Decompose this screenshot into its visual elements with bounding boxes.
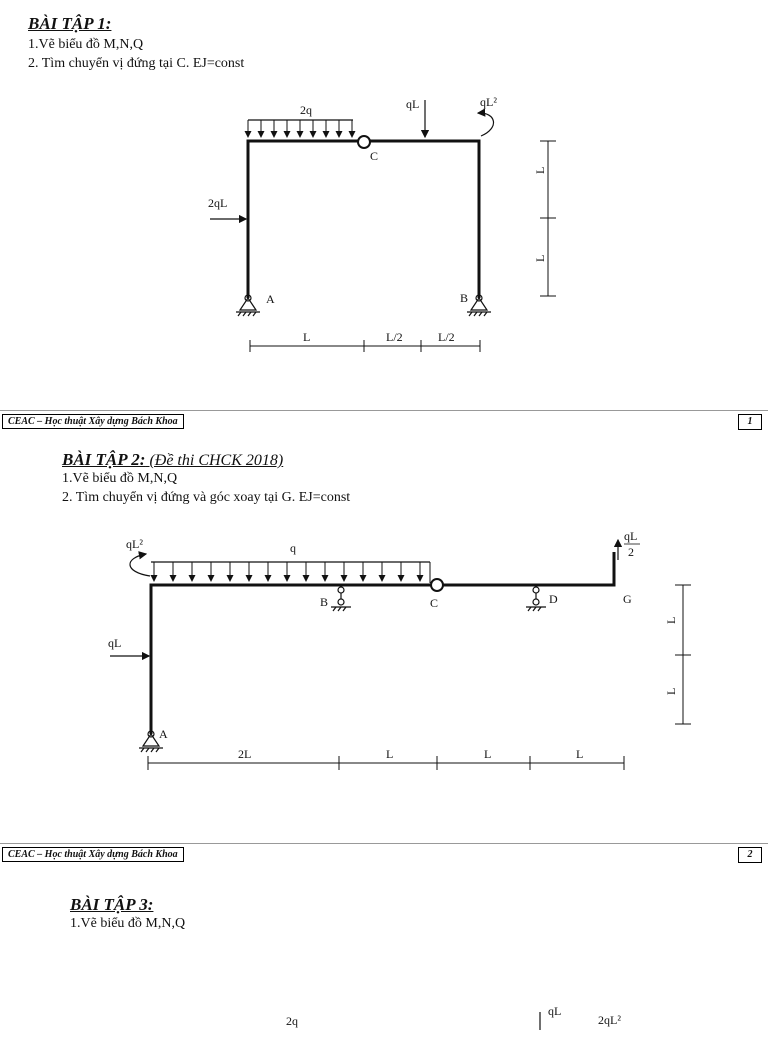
ex3-label-moment: 2qL² bbox=[598, 1013, 621, 1027]
ex2-label-side: qL bbox=[108, 636, 122, 650]
ex2-tip-num: qL bbox=[624, 529, 638, 543]
ex1-label-a: A bbox=[266, 292, 275, 306]
ex2-hdim-4: L bbox=[576, 747, 584, 761]
footer-org: CEAC – Học thuật Xây dựng Bách Khoa bbox=[2, 414, 184, 429]
ex2-hdim-2: L bbox=[386, 747, 394, 761]
ex1-support-a bbox=[236, 295, 260, 316]
ex2-vertical-dimension bbox=[675, 585, 691, 724]
ex1-distributed-load bbox=[248, 120, 353, 137]
ex1-label-side: 2qL bbox=[208, 196, 228, 210]
ex2-support-d bbox=[526, 587, 546, 611]
ex1-support-b bbox=[467, 295, 491, 316]
ex2-distributed-load bbox=[151, 562, 430, 583]
ex2-label-a: A bbox=[159, 727, 168, 741]
ex1-moment bbox=[478, 113, 493, 136]
ex3-diagram-partial bbox=[0, 1000, 768, 1040]
ex2-hdim-1: 2L bbox=[238, 747, 252, 761]
page-number: 1 bbox=[738, 414, 762, 430]
ex2-task-2: 2. Tìm chuyển vị đứng và góc xoay tại G. EJ=const bbox=[62, 490, 351, 505]
ex1-label-moment: qL² bbox=[480, 95, 497, 109]
footer-page-2 bbox=[0, 843, 768, 866]
page-number: 2 bbox=[738, 847, 762, 863]
ex1-hdim-1: L bbox=[303, 330, 311, 344]
ex2-label-d: D bbox=[549, 592, 558, 606]
footer-org: CEAC – Học thuật Xây dựng Bách Khoa bbox=[2, 847, 184, 862]
ex2-subtitle: (Đề thi CHCK 2018) bbox=[145, 452, 284, 469]
ex2-vdim-1: L bbox=[664, 616, 678, 624]
footer-page-1 bbox=[0, 410, 768, 433]
ex1-vdim-1: L bbox=[533, 166, 547, 174]
ex2-label-c: C bbox=[430, 596, 439, 610]
ex1-title: BÀI TẬP 1: bbox=[28, 14, 112, 33]
ex1-vertical-dimension bbox=[540, 141, 556, 296]
ex2-moment bbox=[130, 554, 150, 576]
ex1-hdim-3: L/2 bbox=[438, 330, 455, 344]
ex2-diagram bbox=[0, 520, 768, 840]
ex1-frame bbox=[248, 141, 479, 298]
ex1-vdim-2: L bbox=[533, 254, 547, 262]
ex1-hdim-2: L/2 bbox=[386, 330, 403, 344]
ex1-task-1: 1.Vẽ biểu đồ M,N,Q bbox=[28, 37, 144, 52]
ex2-heading bbox=[62, 450, 283, 470]
ex2-task-1: 1.Vẽ biểu đồ M,N,Q bbox=[62, 471, 178, 486]
ex2-label-b: B bbox=[320, 595, 329, 609]
ex1-label-point: qL bbox=[406, 97, 420, 111]
ex2-hinge-c bbox=[431, 579, 443, 591]
ex2-tip-den: 2 bbox=[628, 545, 634, 559]
ex1-task-2: 2. Tìm chuyển vị đứng tại C. EJ=const bbox=[28, 56, 245, 71]
ex3-label-dist: 2q bbox=[286, 1014, 298, 1028]
ex1-hinge-c bbox=[358, 136, 370, 148]
ex2-title: BÀI TẬP 2: bbox=[62, 450, 146, 469]
ex3-task-1: 1.Vẽ biểu đồ M,N,Q bbox=[70, 916, 186, 931]
ex2-support-b bbox=[331, 587, 351, 611]
ex1-label-b: B bbox=[460, 291, 469, 305]
ex1-label-c: C bbox=[370, 149, 379, 163]
ex3-label-point: qL bbox=[548, 1004, 562, 1018]
ex2-label-moment: qL² bbox=[126, 537, 143, 551]
ex3-title: BÀI TẬP 3: bbox=[70, 895, 154, 914]
ex1-label-dist: 2q bbox=[300, 103, 312, 117]
ex1-diagram bbox=[0, 0, 768, 380]
ex2-label-g: G bbox=[623, 592, 632, 606]
ex2-label-dist: q bbox=[290, 541, 296, 555]
ex2-hdim-3: L bbox=[484, 747, 492, 761]
ex2-vdim-2: L bbox=[664, 687, 678, 695]
